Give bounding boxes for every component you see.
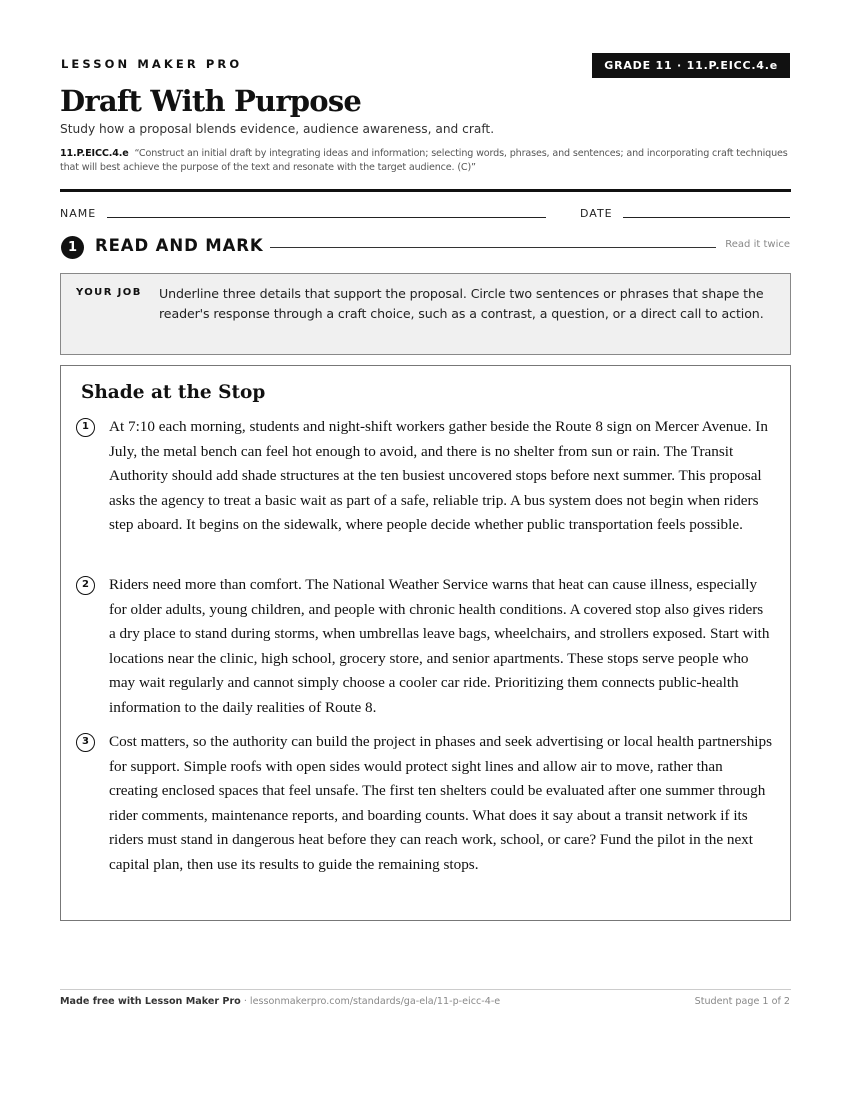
footer-divider [60, 989, 791, 990]
paragraph: Cost matters, so the authority can build the project in phases and seek advertising or local health partnerships for support. Simple roofs with open sides would protect sight lines and allow air to move, rather than creating enclosed spaces that feel unsafe. The first ten shelters could be evaluated after one summer through rider comments, maintenance reports, and boarding counts. What does it say about a transit network if its riders must stand in dangerous heat before they can reach work, school, or care? Fund the pilot in the next capital plan, then use its results to guide the remaining stops. [109, 733, 773, 873]
instructions-box [60, 273, 791, 355]
standard-text: “Construct an initial draft by integrating ideas and information; selecting words, phrases, and sentences; and incorporating craft techniques that will best achieve the purpose of the text and resonate with the target audience. (C)” [60, 148, 788, 173]
paragraph: At 7:10 each morning, students and night-shift workers gather beside the Route 8 sign on Mercer Avenue. In July, the metal bench can feel hot enough to avoid, and there is no shelter from sun or rain. The Transit Authority should add shade structures at the ten busiest uncovered stops before next summer. This proposal asks the agency to treat a basic wait as part of a safe, reliable trip. A bus system does not begin when riders step aboard. It begins on the sidewalk, where people decide whether public transportation feels possible. [109, 418, 768, 533]
paragraph: Riders need more than comfort. The National Weather Service warns that heat can cause illness, especially for older adults, young children, and people with chronic health conditions. A covered stop also gives riders a dry place to stand during storms, when umbrellas leave bags, wheelchairs, and strollers exposed. Start with locations near the clinic, high school, grocery store, and senior apartments. These stops serve people who may wait regularly and cannot simply choose a cooler car ride. Prioritizing them connects public-health information to the daily realities of Route 8. [109, 576, 770, 716]
header-divider [60, 189, 791, 192]
section-note: Read it twice [725, 239, 790, 250]
paragraph-number: 1 [76, 418, 95, 437]
passage-title: Shade at the Stop [81, 382, 266, 403]
date-field[interactable] [623, 217, 790, 218]
footer-credit [60, 996, 500, 1007]
paragraph-number: 3 [76, 733, 95, 752]
grade-standard-badge: GRADE 11 · 11.P.EICC.4.e [592, 53, 790, 78]
reading-passage [60, 365, 791, 921]
name-label: NAME [60, 207, 97, 220]
section-divider [270, 247, 716, 248]
section-number-badge: 1 [61, 236, 84, 259]
standard-code: 11.P.EICC.4.e [60, 148, 129, 159]
section-title: READ AND MARK [95, 236, 264, 255]
instructions-text: Underline three details that support the proposal. Circle two sentences or phrases that shape the reader's response through a craft choice, such as a contrast, a question, or a direct call to action. [159, 286, 764, 321]
brand-wordmark: LESSON MAKER PRO [61, 57, 243, 71]
paragraph-number: 2 [76, 576, 95, 595]
name-field[interactable] [107, 217, 546, 218]
footer-page-number: Student page 1 of 2 [694, 996, 790, 1007]
page-title: Draft With Purpose [60, 84, 362, 118]
standard-description [60, 147, 795, 175]
date-label: DATE [580, 207, 613, 220]
footer-made-with: Made free with Lesson Maker Pro [60, 996, 241, 1007]
instructions-label: YOUR JOB [76, 287, 142, 298]
footer-url: · lessonmakerpro.com/standards/ga-ela/11-p-eicc-4-e [240, 996, 501, 1007]
page-subtitle: Study how a proposal blends evidence, audience awareness, and craft. [60, 122, 495, 136]
